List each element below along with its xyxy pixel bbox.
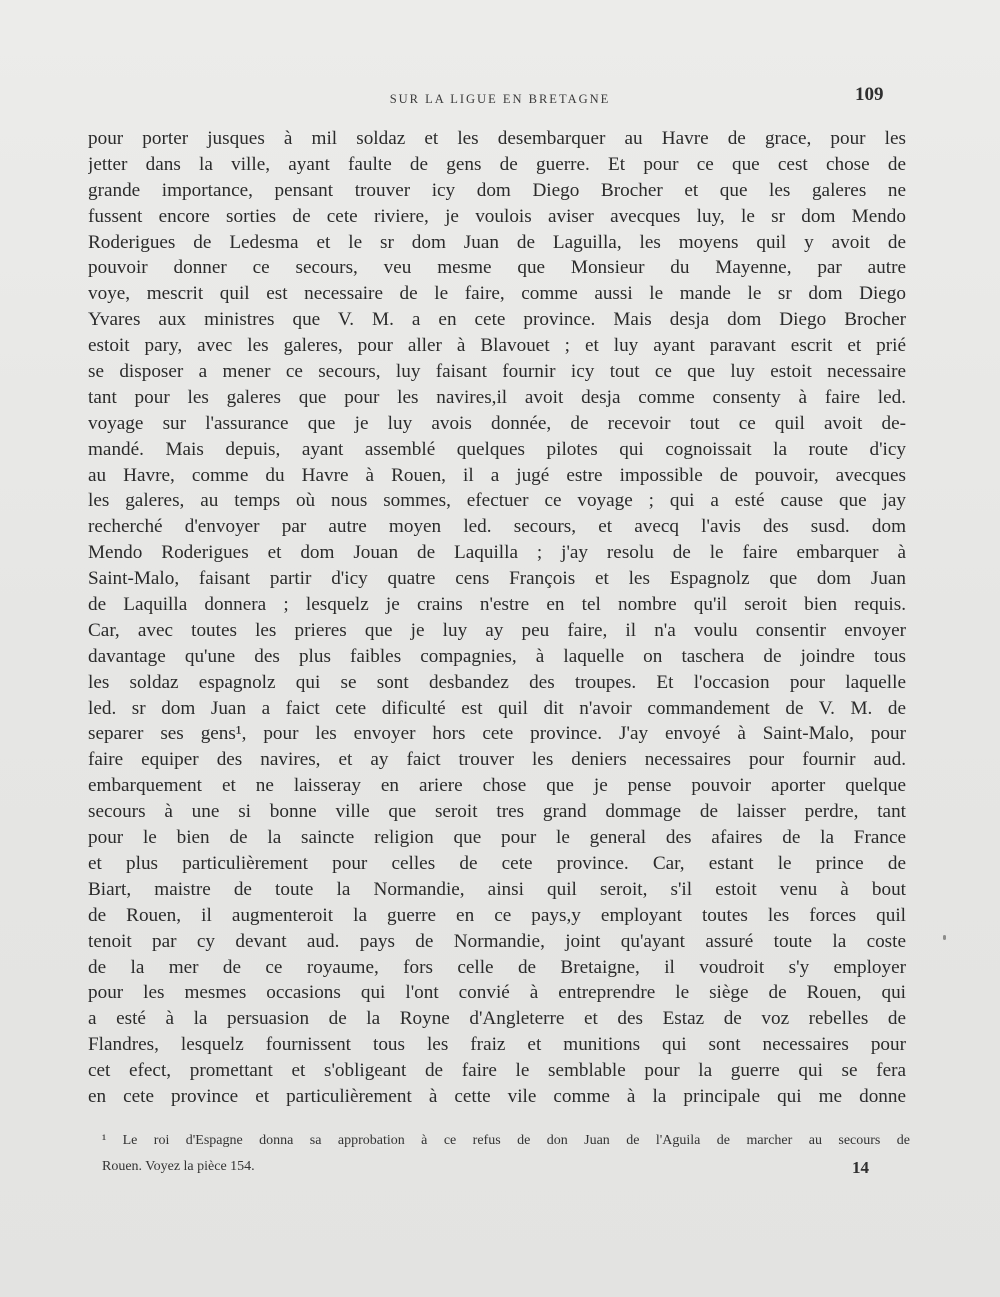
body-text bbox=[88, 126, 906, 1110]
text-line: tant pour les galeres que pour les navires,il avoit desja comme consenty à faire led. bbox=[88, 386, 906, 408]
text-line: au Havre, comme du Havre à Rouen, il a jugé estre impossible de pouvoir, avecques bbox=[88, 464, 906, 486]
text-line: Flandres, lesquelz fournissent tous les fraiz et munitions qui sont necessaires pour bbox=[88, 1034, 906, 1056]
text-line: de Laquilla donnera ; lesquelz je crains n'estre en tel nombre qu'il seroit bien requis. bbox=[88, 594, 906, 616]
text-line: de la mer de ce royaume, fors celle de Bretaigne, il voudroit s'y employer bbox=[88, 956, 906, 978]
text-line: Roderigues de Ledesma et le sr dom Juan de Laguilla, les moyens quil y avoit de bbox=[88, 231, 906, 253]
text-line: a esté à la persuasion de la Royne d'Angleterre et des Estaz de voz rebelles de bbox=[88, 1008, 906, 1030]
text-line: se disposer a mener ce secours, luy faisant fournir icy tout ce que luy estoit necessaire bbox=[88, 361, 906, 383]
text-line: mandé. Mais depuis, ayant assemblé quelques pilotes qui cognoissait la route d'icy bbox=[88, 438, 906, 460]
text-line: secours à une si bonne ville que seroit tres grand dommage de laisser perdre, tant bbox=[88, 801, 906, 823]
text-line: pour le bien de la saincte religion que pour le general des afaires de la France bbox=[88, 827, 906, 849]
text-line: de Rouen, il augmenteroit la guerre en ce pays,y employant toutes les forces quil bbox=[88, 904, 906, 926]
text-line: tenoit par cy devant aud. pays de Normandie, joint qu'ayant assuré toute la coste bbox=[88, 930, 906, 952]
text-line: recherché d'envoyer par autre moyen led. secours, et avecq l'avis des susd. dom bbox=[88, 516, 906, 538]
text-line: les galeres, au temps où nous sommes, efectuer ce voyage ; qui a esté cause que jay bbox=[88, 490, 906, 512]
text-line: faire equiper des navires, et ay faict trouver les deniers necessaires pour fournir aud. bbox=[88, 749, 906, 771]
footnote-line: Rouen. Voyez la pièce 154. bbox=[102, 1159, 255, 1174]
text-line: pour porter jusques à mil soldaz et les desembarquer au Havre de grace, pour les bbox=[88, 128, 906, 149]
footnote-line: ¹ Le roi d'Espagne donna sa approbation à ce refus de don Juan de l'Aguila de marcher au secours de bbox=[102, 1133, 910, 1148]
signature-mark: 14 bbox=[852, 1158, 869, 1177]
text-line: embarquement et ne laisseray en ariere chose que je pense pouvoir aporter quelque bbox=[88, 775, 906, 797]
text-line: fussent encore sorties de cete riviere, je voulois aviser avecques luy, le sr dom Mendo bbox=[88, 205, 906, 227]
text-line: les soldaz espagnolz qui se sont desbandez des troupes. Et l'occasion pour laquelle bbox=[88, 671, 906, 693]
text-line: voyage sur l'assurance que je luy avois donnée, de recevoir tout ce quil avoit de- bbox=[88, 412, 906, 434]
footnote bbox=[102, 1128, 910, 1180]
text-line: et plus particulièrement pour celles de cete province. Car, estant le prince de bbox=[88, 852, 906, 874]
text-line: separer ses gens¹, pour les envoyer hors cete province. J'ay envoyé à Saint-Malo, pour bbox=[88, 723, 906, 745]
text-line: grande importance, pensant trouver icy dom Diego Brocher et que les galeres ne bbox=[88, 179, 906, 201]
text-line: jetter dans la ville, ayant faulte de gens de guerre. Et pour ce que cest chose de bbox=[88, 153, 906, 175]
text-line: pouvoir donner ce secours, veu mesme que Monsieur du Mayenne, par autre bbox=[88, 257, 906, 279]
text-line: Biart, maistre de toute la Normandie, ainsi quil seroit, s'il estoit venu à bout bbox=[88, 878, 906, 900]
text-line: led. sr dom Juan a faict cete dificulté est quil dit n'avoir commandement de V. M. de bbox=[88, 697, 906, 719]
text-line: davantage qu'une des plus faibles compagnies, à laquelle on taschera de joindre tous bbox=[88, 645, 906, 667]
page-number: 109 bbox=[855, 84, 884, 105]
text-line: cet efect, promettant et s'obligeant de faire le semblable pour la guerre qui se fera bbox=[88, 1060, 906, 1082]
text-line: en cete province et particulièrement à cette vile comme à la principale qui me donne bbox=[88, 1085, 906, 1107]
running-title: SUR LA LIGUE EN BRETAGNE bbox=[389, 92, 611, 106]
paper-speck bbox=[943, 935, 946, 940]
text-line: Yvares aux ministres que V. M. a en cete province. Mais desja dom Diego Brocher bbox=[88, 309, 906, 331]
text-line: Saint-Malo, faisant partir d'icy quatre cens François et les Espagnolz que dom Juan bbox=[88, 568, 906, 590]
text-line: estoit pary, avec les galeres, pour aller à Blavouet ; et luy ayant paravant escrit et prié bbox=[88, 335, 906, 357]
text-line: pour les mesmes occasions qui l'ont convié à entreprendre le siège de Rouen, qui bbox=[88, 982, 906, 1004]
text-line: Mendo Roderigues et dom Jouan de Laquilla ; j'ay resolu de le faire embarquer à bbox=[88, 542, 906, 564]
text-line: voye, mescrit quil est necessaire de le faire, comme aussi le mande le sr dom Diego bbox=[88, 283, 906, 305]
text-line: Car, avec toutes les prieres que je luy ay peu faire, il n'a voulu consentir envoyer bbox=[88, 619, 906, 641]
